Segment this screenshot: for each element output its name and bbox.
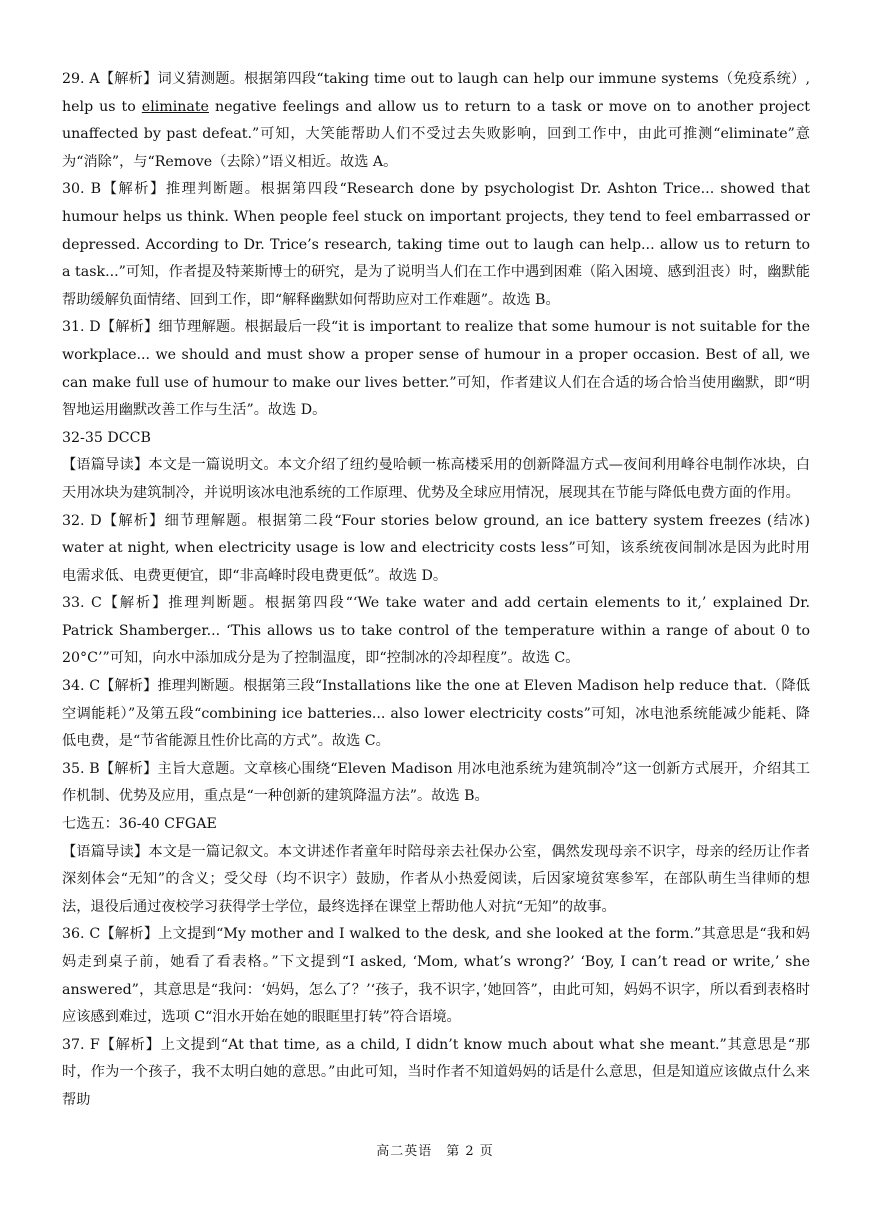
answer-37: 37. F【解析】上文提到“At that time, as a child, I didn’t know much about what she meant.”其意思是“那时，作为一个孩子，我不太明白她的意思。”由此可知，当时作者不知道妈妈的话是什么意思，但是知道应该做点什么来帮助 [62, 1036, 810, 1108]
answer-30: 30. B【解析】推理判断题。根据第四段“Research done by psychologist Dr. Ashton Trice... showed that humour helps us think. When people feel stuck on important projects, they tend to feel embarrassed or depressed. According to Dr. Trice’s research, taking time out to laugh can help... allow us to return to a task...”可知，作者提及特莱斯博士的研究，是为了说明当人们在工作中遇到困难（陷入困境、感到沮丧）时，幽默能帮助缓解负面情绪、回到工作，即“解释幽默如何帮助应对工作难题”。故选 B。 [62, 181, 810, 308]
page-footer: 高二英语 第 2 页 [376, 1144, 494, 1159]
answer-key-page [62, 66, 810, 1115]
answer-32-35-key: 32-35 DCCB [62, 429, 151, 446]
passage-guide-c: 【语篇导读】本文是一篇说明文。本文介绍了纽约曼哈顿一栋高楼采用的创新降温方式—夜间利用峰谷电制作冰块，白天用冰块为建筑制冷，并说明该冰电池系统的工作原理、优势及全球应用情况，展现其在节能与降低电费方面的作用。 [62, 457, 810, 501]
answer-31: 31. D【解析】细节理解题。根据最后一段“it is important to realize that some humour is not suitable for the workplace... we should and must show a proper sense of humour in a proper occasion. Best of all, we can make full use of humour to make our lives better.”可知，作者建议人们在合适的场合恰当使用幽默，即“明智地运用幽默改善工作与生活”。故选 D。 [62, 319, 810, 419]
passage-guide-seven-five: 【语篇导读】本文是一篇记叙文。本文讲述作者童年时陪母亲去社保办公室，偶然发现母亲不识字，母亲的经历让作者深刻体会“无知”的含义；受父母（均不识字）鼓励，作者从小热爱阅读，后因家境贫寒参军，在部队萌生当律师的想法，退役后通过夜校学习获得学士学位，最终选择在课堂上帮助他人对抗“无知”的故事。 [62, 843, 810, 915]
answer-36: 36. C【解析】上文提到“My mother and I walked to the desk, and she looked at the form.”其意思是“我和妈妈走到桌子前，她看了看表格。”下文提到“I asked, ‘Mom, what’s wrong?’ ‘Boy, I can’t read or write,’ she answered”，其意思是“我问：‘妈妈，怎么了？’‘孩子，我不识字，’她回答”，由此可知，妈妈不识字，所以看到表格时应该感到难过，选项 C“泪水开始在她的眼眶里打转”符合语境。 [62, 926, 810, 1026]
answer-32: 32. D【解析】细节理解题。根据第二段“Four stories below ground, an ice battery system freezes (结冰) water at night, when electricity usage is low and electricity costs less”可知，该系统夜间制冰是因为此时用电需求低、电费更便宜，即“非高峰时段电费更低”。故选 D。 [62, 512, 810, 584]
answer-29-text-b: negative feelings and allow us to return to a task or move on to another project unaffected by past defeat.”可知，大笑能帮助人们不受过去失败影响，回到工作中，由此可推测“eliminate”意为“消除”，与“Remove（去除）”语义相近。故选 A。 [62, 98, 811, 170]
underlined-word: eliminate [141, 98, 209, 115]
answer-29 [62, 66, 810, 176]
answer-34: 34. C【解析】推理判断题。根据第三段“Installations like the one at Eleven Madison help reduce that.（降低空调能耗）”及第五段“combining ice batteries... also lower electricity costs”可知，冰电池系统能减少能耗、降低电费，是“节省能源且性价比高的方式”。故选 C。 [62, 678, 810, 750]
answer-35: 35. B【解析】主旨大意题。文章核心围绕“Eleven Madison 用冰电池系统为建筑制冷”这一创新方式展开，介绍其工作机制、优势及应用，重点是“一种创新的建筑降温方法”。故选 B。 [62, 760, 810, 805]
answer-29-text-a: 29. A【解析】词义猜测题。根据第四段“taking time out to laugh can help our immune systems（免疫系统）, help us to [62, 71, 810, 115]
answer-33: 33. C【解析】推理判断题。根据第四段“‘We take water and add certain elements to it,’ explained Dr. Patrick Shamberger... ‘This allows us to take control of the temperature within a range of about 0 to 20°C’”可知，向水中添加成分是为了控制温度，即“控制冰的冷却程度”。故选 C。 [62, 595, 810, 667]
seven-choose-five-key: 七选五：36-40 CFGAE [62, 816, 217, 833]
